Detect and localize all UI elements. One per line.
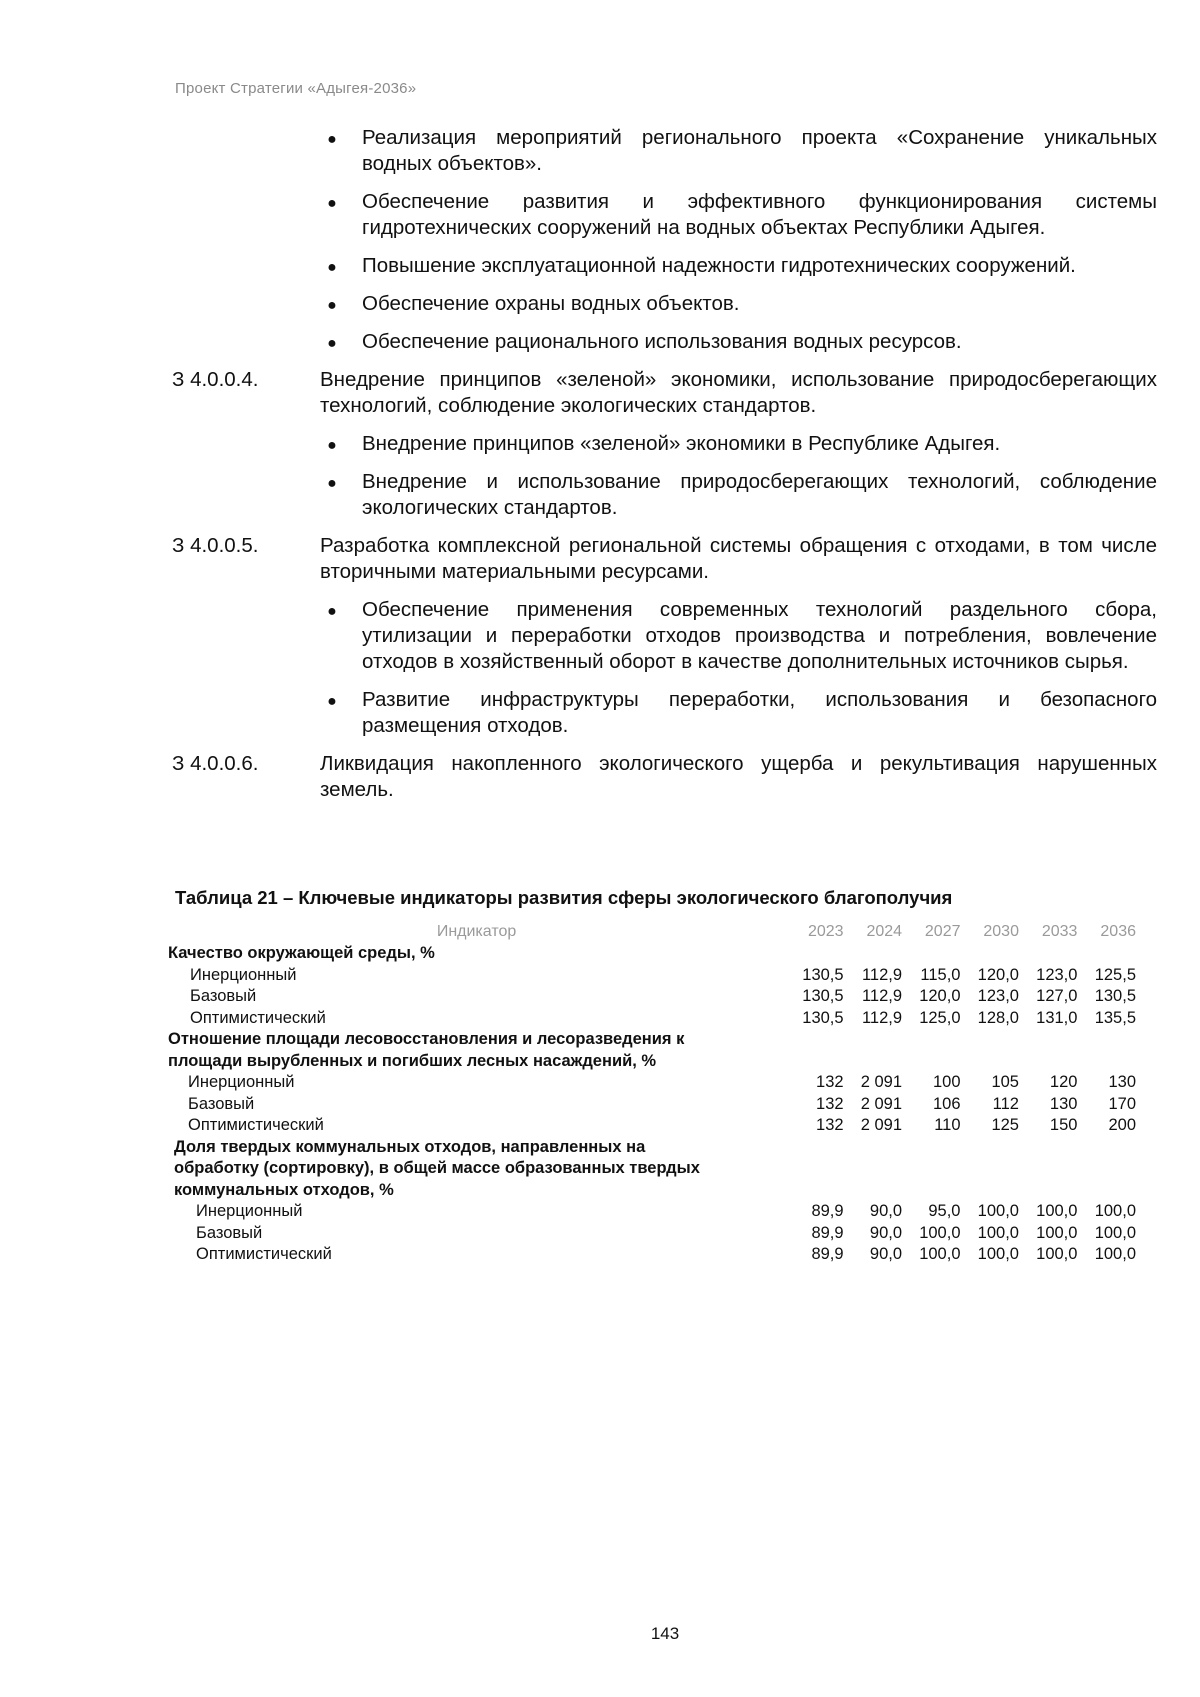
table-cell: 100,0 [1094, 1202, 1136, 1220]
table-group-row [168, 1137, 1136, 1159]
bullet-icon: ● [327, 131, 337, 148]
table-cell: 106 [932, 1094, 961, 1113]
list-item: ● Развитие инфраструктуры переработки, использования и безопасного размещения отходов. [362, 687, 1157, 739]
list-item: ● Обеспечение охраны водных объектов. [362, 291, 1157, 317]
table-cell: 100,0 [1036, 1223, 1078, 1242]
column-header-year: 2027 [924, 923, 961, 940]
group-title: обработку (сортировку), в общей массе образованных твердых [174, 1159, 700, 1177]
bullet-icon: ● [327, 297, 337, 314]
row-label: Оптимистический [188, 1116, 324, 1134]
table-cell: 100 [932, 1073, 961, 1091]
table-cell: 100,0 [977, 1223, 1019, 1242]
section-text: Внедрение принципов «зеленой» экономики, использование природосберегающих технологий, соблюдение экологических стандартов. [320, 368, 1157, 417]
table-row [168, 1072, 1136, 1094]
table-cell: 112,9 [861, 987, 903, 1005]
column-header-year: 2023 [807, 923, 844, 940]
list-item: ● Внедрение принципов «зеленой» экономики в Республике Адыгея. [362, 431, 1157, 457]
table-group-row [168, 1029, 1136, 1051]
table-row [168, 986, 1136, 1008]
table-cell: 132 [816, 1094, 844, 1113]
section-4-0-0-4 [172, 367, 1157, 419]
table-cell: 2 091 [860, 1073, 903, 1091]
bullet-icon: ● [327, 195, 337, 212]
table-row [168, 1244, 1136, 1266]
table-cell: 120 [1049, 1073, 1078, 1091]
list-item: ● Обеспечение применения современных технологий раздельного сбора, утилизации и переработки отходов производства и потребления, вовлечение отходов в хозяйственный оборот в качестве дополнительных источников сырья. [362, 597, 1157, 675]
table-cell: 112 [992, 1094, 1019, 1113]
section-4-0-0-6 [172, 751, 1157, 803]
row-label: Оптимистический [190, 1008, 326, 1027]
table-cell: 112,9 [861, 965, 903, 984]
column-header-year: 2033 [1041, 923, 1078, 940]
section-4-0-0-5 [172, 533, 1157, 585]
column-header-year: 2036 [1100, 923, 1136, 940]
row-label: Инерционный [188, 1073, 295, 1091]
bullet-icon: ● [327, 437, 337, 454]
row-label: Инерционный [190, 965, 297, 984]
table-cell: 132 [816, 1073, 844, 1091]
table-row [168, 965, 1136, 987]
list-item: ● Обеспечение развития и эффективного функционирования системы гидротехнических сооружений на водных объектах Республики Адыгея. [362, 189, 1157, 241]
table-cell: 95,0 [928, 1202, 961, 1220]
section-number: З 4.0.0.6. [172, 752, 259, 775]
table-group-row [168, 1158, 1136, 1180]
table-cell: 100,0 [919, 1245, 961, 1263]
list-item: ● Внедрение и использование природосберегающих технологий, соблюдение экологических стандартов. [362, 469, 1157, 521]
table-cell: 100,0 [1094, 1223, 1136, 1242]
group-title: Доля твердых коммунальных отходов, направленных на [174, 1137, 646, 1156]
table-cell: 105 [991, 1073, 1019, 1091]
table-cell: 130,5 [802, 1008, 844, 1027]
section-number: З 4.0.0.4. [172, 368, 259, 391]
list-item: ● Реализация мероприятий регионального проекта «Сохранение уникальных водных объектов». [362, 125, 1157, 177]
list-item: ● Повышение эксплуатационной надежности гидротехнических сооружений. [362, 253, 1157, 279]
table-cell: 89,9 [811, 1245, 844, 1263]
table-cell: 127,0 [1036, 987, 1078, 1005]
table-row [168, 1201, 1136, 1223]
table-cell: 125 [991, 1116, 1019, 1134]
group-title: Качество окружающей среды, % [168, 944, 435, 962]
group-title: площади вырубленных и погибших лесных насаждений, % [168, 1051, 657, 1070]
table-cell: 132 [816, 1116, 844, 1134]
bullet-icon: ● [327, 603, 337, 620]
column-header-year: 2030 [983, 923, 1019, 940]
table-cell: 123,0 [1036, 965, 1078, 984]
table-row [168, 1094, 1136, 1116]
bullet-icon: ● [327, 259, 337, 276]
table-cell: 170 [1108, 1094, 1136, 1113]
table-cell: 115,0 [920, 965, 961, 984]
table-cell: 130,5 [802, 965, 844, 984]
table-cell: 123,0 [977, 987, 1019, 1005]
group-title: Отношение площади лесовосстановления и лесоразведения к [168, 1030, 685, 1048]
table-group-row [168, 1051, 1136, 1073]
table-cell: 128,0 [977, 1008, 1019, 1027]
row-label: Оптимистический [196, 1245, 332, 1263]
row-label: Базовый [196, 1223, 263, 1242]
table-group-row [168, 1180, 1136, 1202]
table-cell: 131,0 [1036, 1008, 1078, 1027]
row-label: Базовый [188, 1094, 255, 1113]
table-cell: 120,0 [919, 987, 961, 1005]
table-cell: 90,0 [869, 1245, 903, 1263]
bullet-icon: ● [327, 475, 337, 492]
table-cell: 2 091 [860, 1094, 903, 1113]
table-cell: 90,0 [869, 1202, 903, 1220]
table-cell: 90,0 [869, 1223, 903, 1242]
table-cell: 100,0 [977, 1202, 1019, 1220]
table-cell: 100,0 [1094, 1245, 1136, 1263]
table-cell: 120,0 [977, 965, 1019, 984]
table-cell: 110 [934, 1116, 961, 1134]
page-header: Проект Стратегии «Адыгея-2036» [175, 80, 417, 97]
table-cell: 125,5 [1094, 965, 1136, 984]
table-header-row [168, 921, 1136, 943]
table-title: Таблица 21 – Ключевые индикаторы развития сферы экологического благополучия [175, 887, 953, 908]
table-cell: 200 [1108, 1116, 1136, 1134]
column-header-indicator: Индикатор [436, 923, 517, 940]
column-header-year: 2024 [866, 923, 903, 940]
table-cell: 100,0 [1036, 1202, 1078, 1220]
bullet-icon: ● [327, 693, 337, 710]
table-cell: 130,5 [1094, 987, 1136, 1005]
bullet-icon: ● [327, 335, 337, 352]
table-group-row [168, 943, 1136, 965]
table-cell: 100,0 [1036, 1245, 1078, 1263]
table-cell: 100,0 [977, 1245, 1019, 1263]
page-number: 143 [650, 1624, 680, 1643]
section-number: З 4.0.0.5. [172, 534, 259, 557]
row-label: Базовый [190, 987, 257, 1005]
group-title: коммунальных отходов, % [174, 1180, 394, 1199]
table-cell: 89,9 [811, 1202, 844, 1220]
row-label: Инерционный [196, 1202, 303, 1220]
table-cell: 135,5 [1094, 1008, 1136, 1027]
table-cell: 130 [1108, 1073, 1136, 1091]
list-item: ● Обеспечение рационального использования водных ресурсов. [362, 329, 1157, 355]
table-cell: 89,9 [811, 1223, 844, 1242]
table-cell: 2 091 [860, 1116, 903, 1134]
table-cell: 112,9 [861, 1008, 903, 1027]
table-row [168, 1223, 1136, 1245]
table-row [168, 1115, 1136, 1137]
table-cell: 100,0 [919, 1223, 961, 1242]
table-cell: 130 [1049, 1094, 1078, 1113]
table-cell: 130,5 [802, 987, 844, 1005]
table-cell: 150 [1049, 1116, 1078, 1134]
section-text: Разработка комплексной региональной системы обращения с отходами, в том числе вторичными материальными ресурсами. [320, 534, 1157, 583]
indicators-table [168, 921, 1136, 1266]
section-text: Ликвидация накопленного экологического ущерба и рекультивация нарушенных земель. [320, 752, 1157, 801]
document-body [172, 125, 1157, 815]
table-row [168, 1008, 1136, 1030]
table-cell: 125,0 [919, 1008, 961, 1027]
